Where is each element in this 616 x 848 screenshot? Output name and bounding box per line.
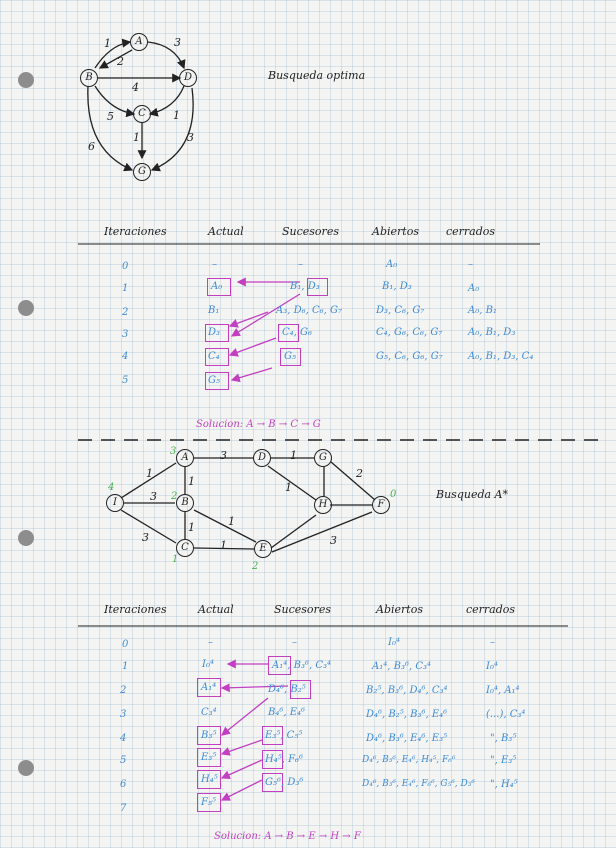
- edge-label: 1: [133, 131, 140, 144]
- iteration: 7: [120, 803, 127, 814]
- edge-label: 1: [285, 481, 292, 494]
- cerrados-cell: I₀⁴: [486, 661, 498, 672]
- heuristic-label: 2: [171, 491, 178, 502]
- col-header: Abiertos: [372, 225, 419, 238]
- heuristic-label: 0: [390, 489, 397, 500]
- actual-cell: B₁: [208, 305, 220, 316]
- edge-label: 3: [330, 534, 337, 547]
- edge-label: 1: [188, 521, 195, 534]
- abiertos-cell: G₅, C₆, G₆, G₇: [376, 351, 443, 362]
- graph2-title: Busqueda A*: [436, 488, 508, 501]
- col-header: cerrados: [446, 225, 496, 238]
- actual-cell: A₁⁴: [201, 682, 217, 693]
- actual-cell: F₅⁵: [201, 797, 216, 808]
- iteration: 5: [122, 375, 129, 386]
- iteration: 3: [120, 709, 127, 720]
- iteration: 2: [122, 307, 129, 318]
- graph1-node: A: [130, 33, 148, 51]
- actual-cell: –: [208, 637, 213, 648]
- sucesores-cell: –: [292, 637, 297, 648]
- edge-label: 3: [150, 490, 157, 503]
- graph2-node: A: [176, 449, 194, 467]
- sucesores-cell: A₁⁴, B₃⁶, C₃⁴: [272, 660, 331, 671]
- graph2-node: D: [253, 449, 271, 467]
- sucesores-cell: H₄⁵, F₆⁶: [265, 754, 304, 765]
- graph1-node: G: [133, 163, 151, 181]
- abiertos-cell: C₄, G₆, C₆, G₇: [376, 327, 443, 338]
- edge-label: 3: [142, 531, 149, 544]
- iteration: 0: [122, 639, 129, 650]
- sucesores-cell: E₃⁵, C₅⁵: [265, 730, 303, 741]
- edge-label: 3: [187, 131, 194, 144]
- abiertos-cell: A₁⁴, B₃⁶, C₃⁴: [372, 661, 431, 672]
- edge-label: 1: [146, 467, 153, 480]
- col-header: Actual: [198, 603, 234, 616]
- iteration: 3: [122, 329, 129, 340]
- abiertos-cell: D₃, C₆, G₇: [376, 305, 425, 316]
- sucesores-cell: G₅: [284, 351, 296, 362]
- sucesores-cell: C₄, G₆: [282, 327, 313, 338]
- graph1-title: Busqueda optima: [268, 69, 366, 82]
- cerrados-cell: A₀, B₁, D₃, C₄: [468, 351, 534, 362]
- col-header: Actual: [208, 225, 244, 238]
- actual-cell: H₄⁵: [201, 774, 218, 785]
- graph2-node: E: [254, 540, 272, 558]
- actual-cell: D₃: [208, 327, 221, 338]
- graph2-node: C: [176, 539, 194, 557]
- solution-text: Solucion: A → B → C → G: [196, 419, 321, 430]
- graph2-node: B: [176, 494, 194, 512]
- edge-label: 2: [356, 467, 363, 480]
- sucesores-cell: D₄⁶, B₂⁵: [268, 684, 306, 695]
- edge-label: 3: [174, 36, 181, 49]
- actual-cell: C₃⁴: [201, 707, 217, 718]
- edge-label: 1: [220, 539, 227, 552]
- iteration: 4: [122, 351, 129, 362]
- cerrados-cell: A₀, B₁, D₃: [468, 327, 516, 338]
- edge-label: 1: [188, 475, 195, 488]
- sucesores-cell: –: [298, 259, 303, 270]
- graph1-node: D: [179, 69, 197, 87]
- abiertos-cell: D₄⁶, B₃⁶, E₄⁶, F₆⁶, G₅⁶, D₃⁶: [362, 779, 475, 789]
- graph2-node: H: [314, 496, 332, 514]
- iteration: 1: [122, 661, 129, 672]
- col-header: Sucesores: [274, 603, 331, 616]
- heuristic-label: 3: [170, 446, 177, 457]
- edge-label: 3: [220, 449, 227, 462]
- edge-label: 6: [88, 140, 95, 153]
- abiertos-cell: B₂⁵, B₃⁶, D₄⁶, C₃⁴: [366, 685, 448, 696]
- graph1-node: B: [80, 69, 98, 87]
- actual-cell: C₄: [208, 351, 220, 362]
- cerrados-cell: A₀, B₁: [468, 305, 497, 316]
- cerrados-cell: ", E₃⁵: [490, 755, 517, 766]
- sucesores-cell: B₁, D₃: [290, 281, 320, 292]
- edge-label: 5: [107, 110, 114, 123]
- col-header: Iteraciones: [104, 603, 167, 616]
- iteration: 4: [120, 733, 127, 744]
- abiertos-cell: I₀⁴: [388, 637, 400, 648]
- actual-cell: I₀⁴: [202, 659, 214, 670]
- actual-cell: –: [212, 259, 217, 270]
- col-header: cerrados: [466, 603, 516, 616]
- col-header: Abiertos: [376, 603, 423, 616]
- actual-cell: G₅: [208, 375, 220, 386]
- abiertos-cell: D₄⁶, B₃⁶, E₄⁶, H₄⁵, F₆⁶: [362, 755, 456, 765]
- col-header: Sucesores: [282, 225, 339, 238]
- edge-label: 1: [104, 37, 111, 50]
- heuristic-label: 4: [108, 482, 115, 493]
- cerrados-cell: (...), C₃⁴: [486, 709, 526, 720]
- edge-label: 1: [228, 515, 235, 528]
- edge-label: 2: [117, 55, 124, 68]
- solution-text: Solucion: A → B → E → H → F: [214, 831, 361, 842]
- graph2-node: G: [314, 449, 332, 467]
- edge-label: 1: [290, 449, 297, 462]
- iteration: 5: [120, 755, 127, 766]
- abiertos-cell: D₄⁶, B₂⁵, B₃⁶, E₄⁶: [366, 709, 448, 720]
- graph2-node: F: [372, 496, 390, 514]
- graph1-node: C: [133, 105, 151, 123]
- actual-cell: B₃⁵: [201, 730, 217, 741]
- graph2-node: I: [106, 494, 124, 512]
- sucesores-cell: A₃, D₆, C₆, G₇: [276, 305, 342, 316]
- cerrados-cell: ", B₃⁵: [490, 733, 517, 744]
- cerrados-cell: –: [490, 637, 495, 648]
- cerrados-cell: ", H₄⁵: [490, 779, 518, 790]
- edge-label: 1: [173, 109, 180, 122]
- iteration: 2: [120, 685, 127, 696]
- abiertos-cell: A₀: [386, 259, 398, 270]
- iteration: 1: [122, 283, 129, 294]
- cerrados-cell: I₀⁴, A₁⁴: [486, 685, 520, 696]
- sucesores-cell: B₄⁶, E₄⁶: [268, 707, 306, 718]
- cerrados-cell: –: [468, 259, 473, 270]
- cerrados-cell: A₀: [468, 283, 480, 294]
- actual-cell: E₃⁵: [201, 752, 217, 763]
- iteration: 0: [122, 261, 129, 272]
- sucesores-cell: G₅⁶, D₃⁶: [265, 777, 304, 788]
- abiertos-cell: D₄⁶, B₃⁶, E₄⁶, E₃⁵: [366, 733, 448, 744]
- abiertos-cell: B₁, D₃: [382, 281, 412, 292]
- heuristic-label: 2: [252, 561, 259, 572]
- iteration: 6: [120, 779, 127, 790]
- actual-cell: A₀: [211, 281, 223, 292]
- heuristic-label: 1: [172, 554, 179, 565]
- col-header: Iteraciones: [104, 225, 167, 238]
- edge-label: 4: [132, 81, 139, 94]
